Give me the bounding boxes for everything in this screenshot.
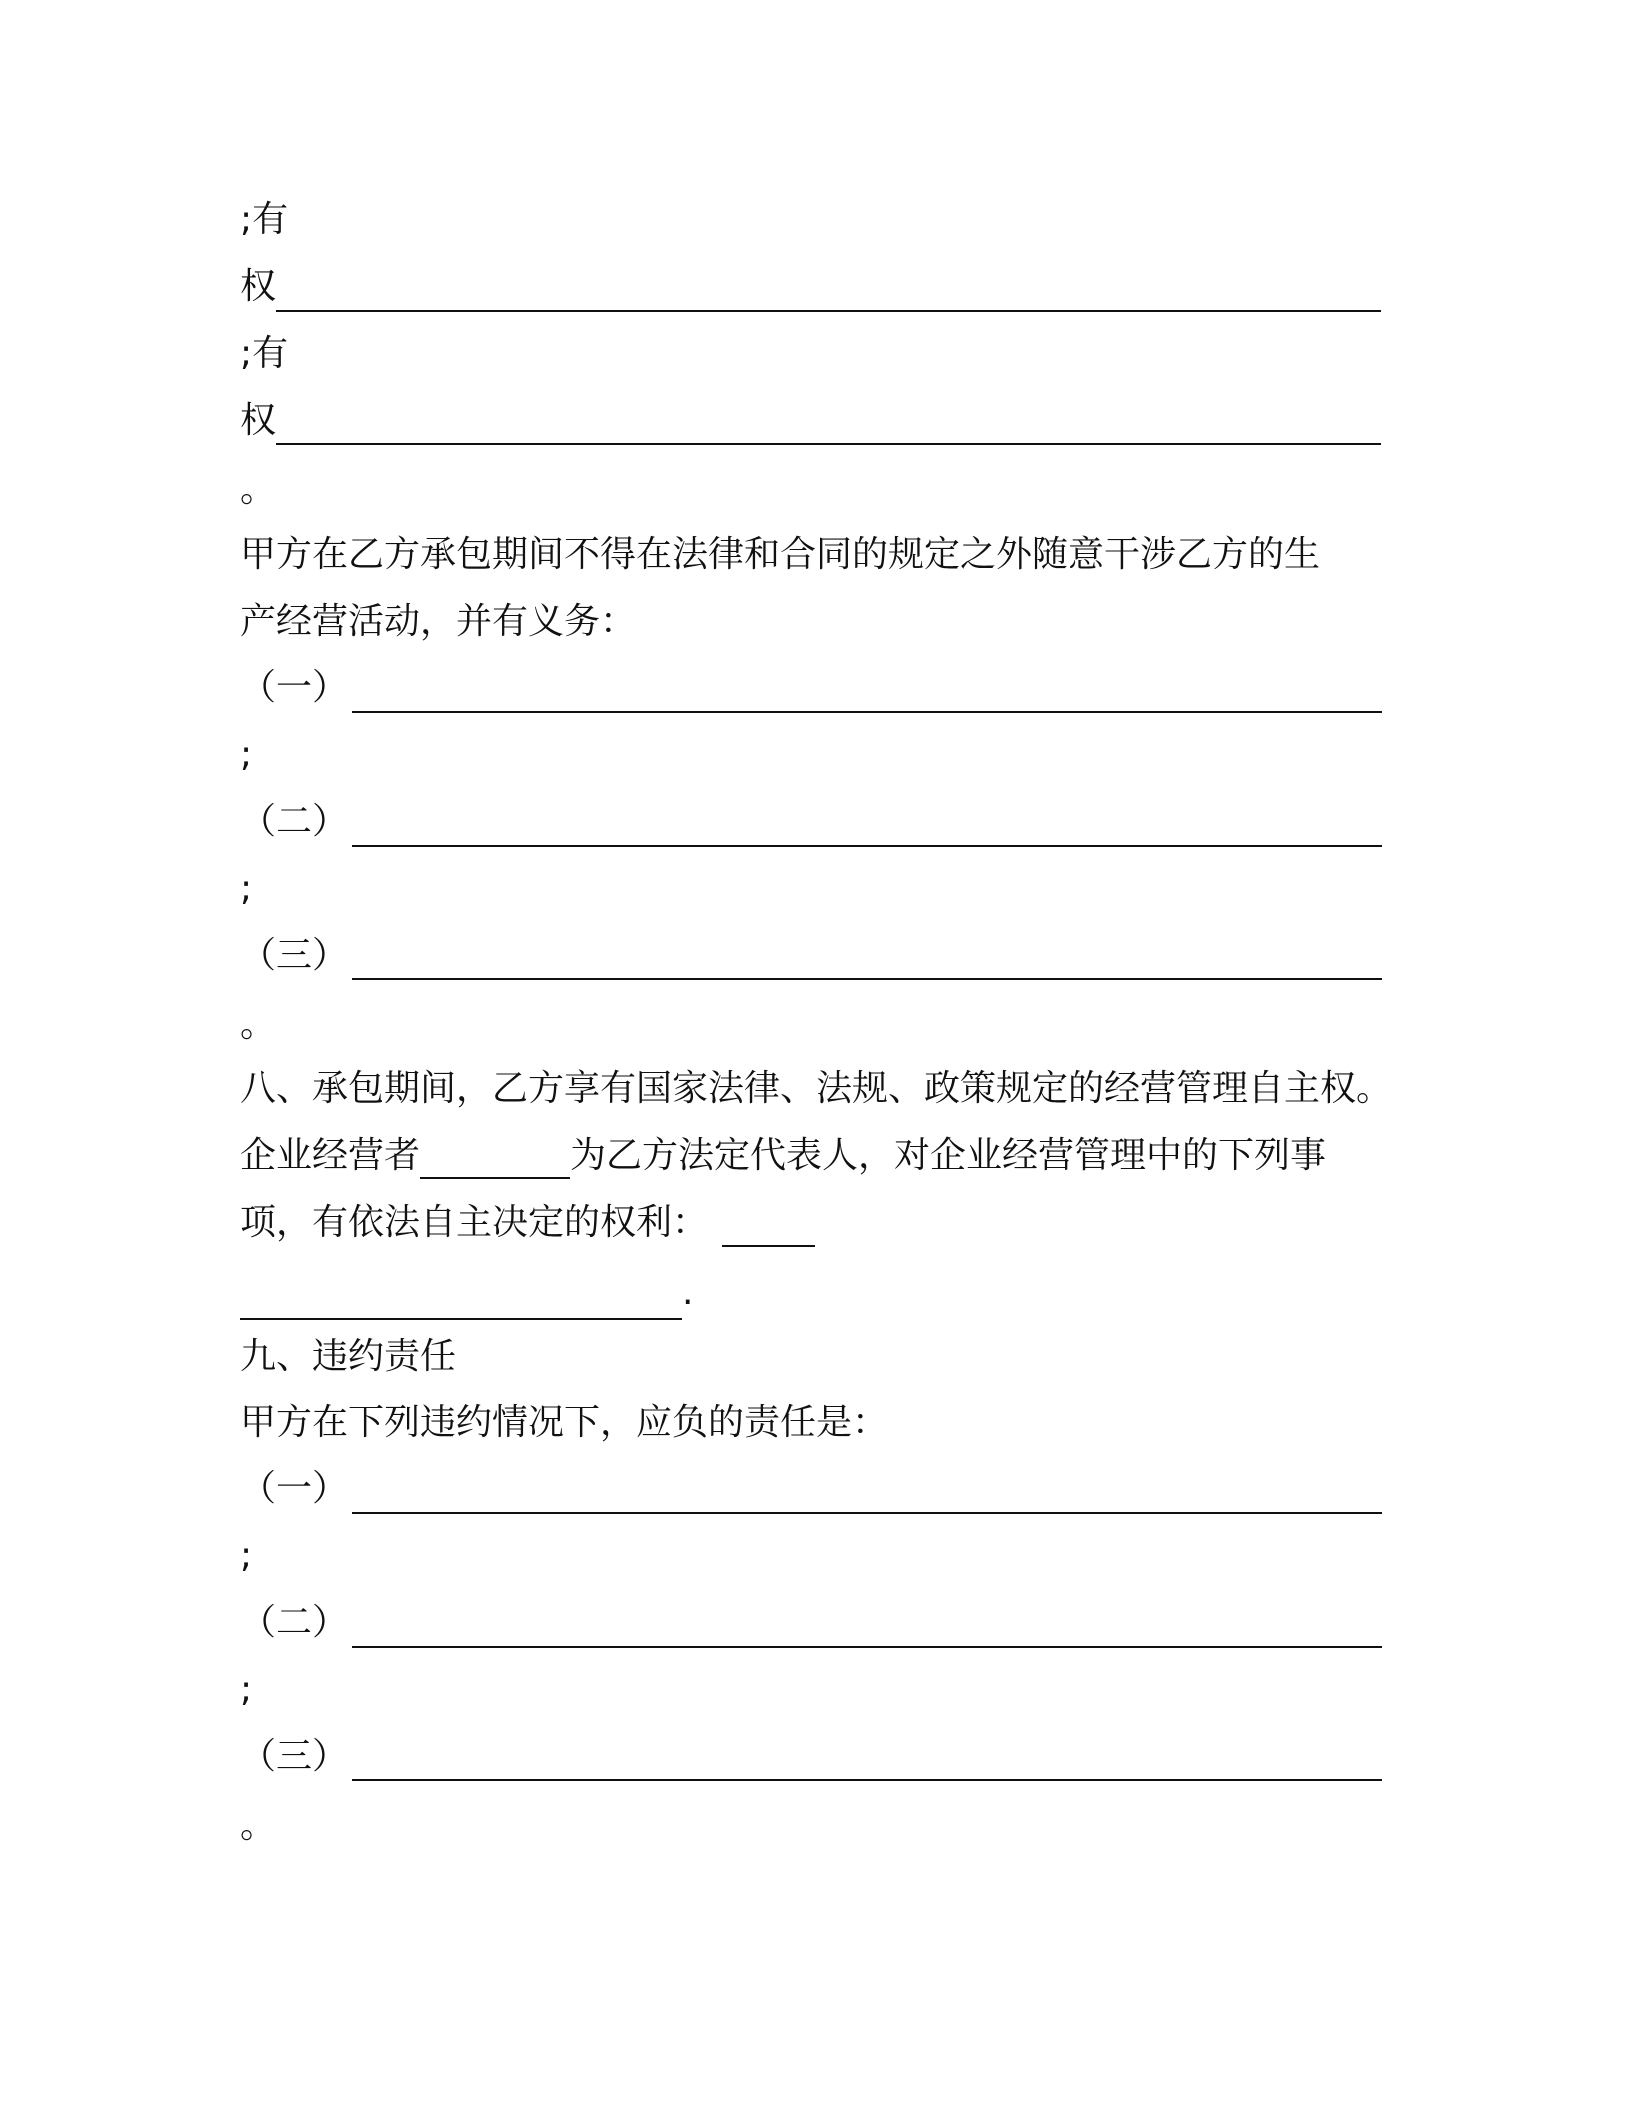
line-text: 。 xyxy=(240,1004,277,1045)
text-line xyxy=(240,864,1380,914)
blank-underline xyxy=(240,1318,682,1320)
text-line xyxy=(240,730,1380,780)
blank-underline xyxy=(722,1245,815,1247)
text-line xyxy=(240,1598,1380,1648)
line-text: ; xyxy=(240,734,253,775)
blank-underline xyxy=(352,711,1382,713)
line-text: ;有 xyxy=(240,333,289,374)
blank-underline xyxy=(352,1646,1382,1648)
item-number: （三） xyxy=(240,935,349,976)
blank-underline xyxy=(276,310,1381,312)
text-line xyxy=(240,465,1380,515)
blank-underline xyxy=(352,845,1382,847)
text-line xyxy=(240,1131,1380,1181)
line-text: ; xyxy=(240,1669,253,1710)
text-line xyxy=(240,663,1380,713)
line-text: 为乙方法定代表人，对企业经营管理中的下列事 xyxy=(570,1135,1327,1176)
line-text: 权 xyxy=(240,400,277,441)
section-heading xyxy=(240,1332,1380,1382)
text-line xyxy=(240,931,1380,981)
line-text: 。 xyxy=(240,1805,277,1846)
line-text: 产经营活动，并有义务： xyxy=(240,601,637,642)
line-text: ; xyxy=(240,868,253,909)
blank-underline xyxy=(352,1512,1382,1514)
item-number: （二） xyxy=(240,801,349,842)
item-number: （二） xyxy=(240,1602,349,1643)
text-line xyxy=(240,1665,1380,1715)
text-line xyxy=(240,1398,1380,1448)
line-text: 甲方在下列违约情况下，应负的责任是： xyxy=(240,1402,889,1443)
line-text: 八、承包期间，乙方享有国家法律、法规、政策规定的经营管理自主权。 xyxy=(240,1068,1393,1109)
text-line xyxy=(240,1732,1380,1782)
text-line xyxy=(240,1531,1380,1581)
text-line xyxy=(240,329,1380,379)
item-number: （一） xyxy=(240,667,349,708)
line-text: ; xyxy=(240,1535,253,1576)
section-heading xyxy=(240,1064,1393,1114)
line-text: 项，有依法自主决定的权利： xyxy=(240,1202,709,1243)
line-text: 权 xyxy=(240,266,277,307)
text-line xyxy=(240,396,1380,446)
text-line xyxy=(240,1801,1380,1851)
line-text: . xyxy=(682,1272,694,1313)
text-line xyxy=(240,1464,1380,1514)
item-number: （三） xyxy=(240,1736,349,1777)
blank-field xyxy=(420,1131,570,1179)
line-text: 。 xyxy=(240,469,277,510)
text-line xyxy=(240,262,1380,312)
item-number: （一） xyxy=(240,1468,349,1509)
text-line xyxy=(240,1000,1380,1050)
line-text: ;有 xyxy=(240,199,289,240)
text-line xyxy=(240,597,1380,647)
blank-underline xyxy=(352,1779,1382,1781)
text-line xyxy=(240,530,1380,580)
text-line xyxy=(240,195,1380,245)
line-text: 甲方在乙方承包期间不得在法律和合同的规定之外随意干涉乙方的生 xyxy=(240,534,1321,575)
line-text: 九、违约责任 xyxy=(240,1336,457,1377)
text-line xyxy=(682,1268,722,1318)
text-line xyxy=(240,797,1380,847)
blank-underline xyxy=(276,443,1381,445)
line-text: 企业经营者 xyxy=(240,1135,421,1176)
text-line xyxy=(240,1198,1380,1248)
blank-underline xyxy=(352,978,1382,980)
